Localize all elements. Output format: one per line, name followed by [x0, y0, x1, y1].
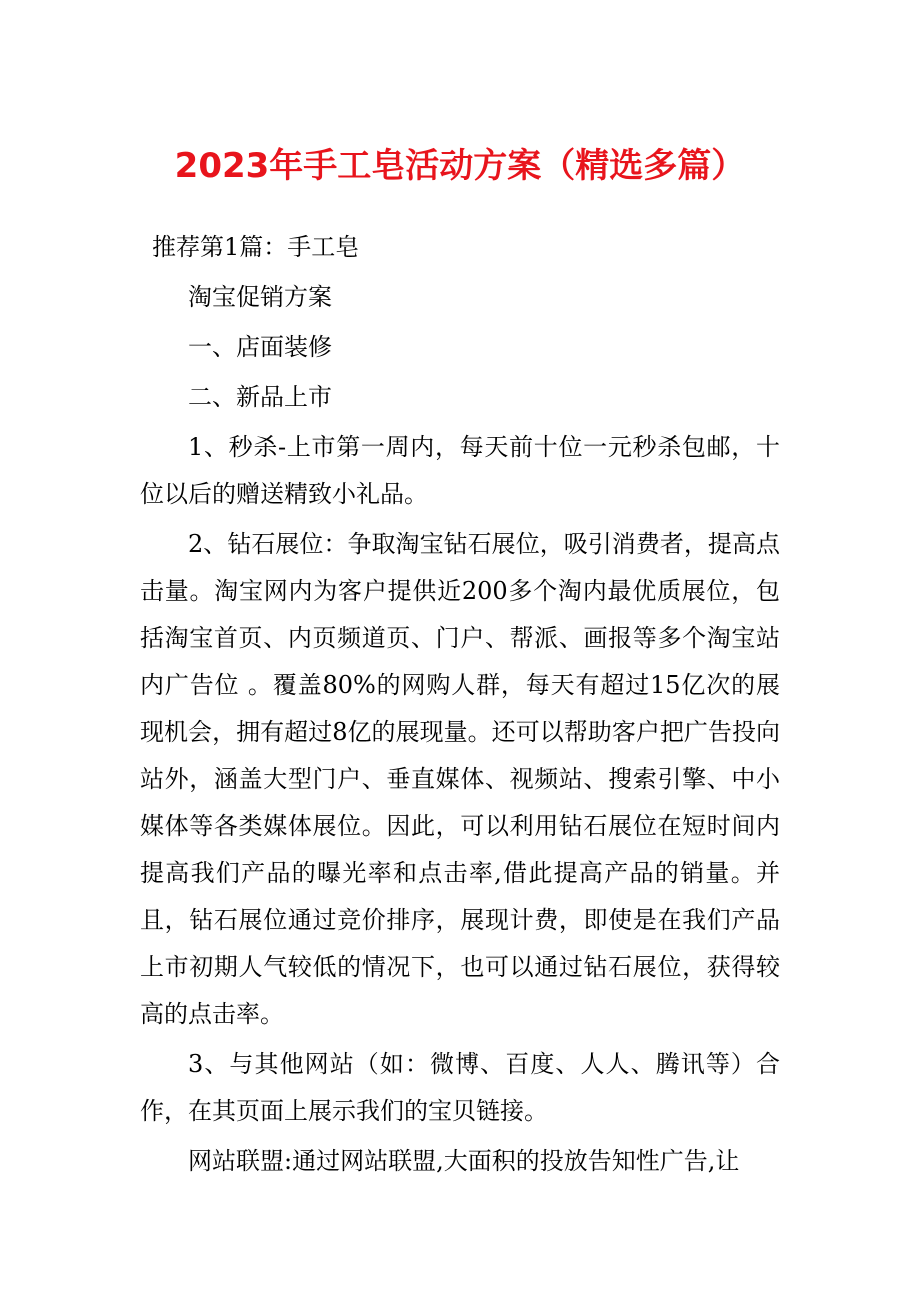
subheading: 淘宝促销方案: [188, 283, 332, 311]
document-body: [140, 224, 780, 1185]
list-item-heading: 一、店面装修: [188, 333, 332, 361]
list-item-heading: 二、新品上市: [188, 383, 332, 411]
section-heading: 推荐第1篇：手工皂: [152, 233, 360, 261]
body-paragraph: 2、钻石展位：争取淘宝钻石展位，吸引消费者，提高点击量。淘宝网内为客户提供近200多个淘内最优质展位，包括淘宝首页、内页频道页、门户、帮派、画报等多个淘宝站内广告位 。覆盖80%的网购人群，每天有超过15亿次的展现机会，拥有超过8亿的展现量。还可以帮助客户把广告投向站外，涵盖大型门户、垂直媒体、视频站、搜索引擎、中小媒体等各类媒体展位。因此，可以利用钻石展位在短时间内提高我们产品的曝光率和点击率,借此提高产品的销量。并且，钻石展位通过竞价排序，展现计费，即使是在我们产品上市初期人气较低的情况下，也可以通过钻石展位，获得较高的点击率。: [140, 530, 780, 1028]
body-paragraph: 3、与其他网站（如：微博、百度、人人、腾讯等）合作，在其页面上展示我们的宝贝链接。: [140, 1050, 780, 1125]
document-title: 2023年手工皂活动方案（精选多篇）: [174, 146, 746, 186]
body-paragraph: 网站联盟:通过网站联盟,大面积的投放告知性广告,让: [188, 1147, 740, 1175]
body-paragraph: 1、秒杀-上市第一周内，每天前十位一元秒杀包邮，十位以后的赠送精致小礼品。: [140, 433, 780, 508]
